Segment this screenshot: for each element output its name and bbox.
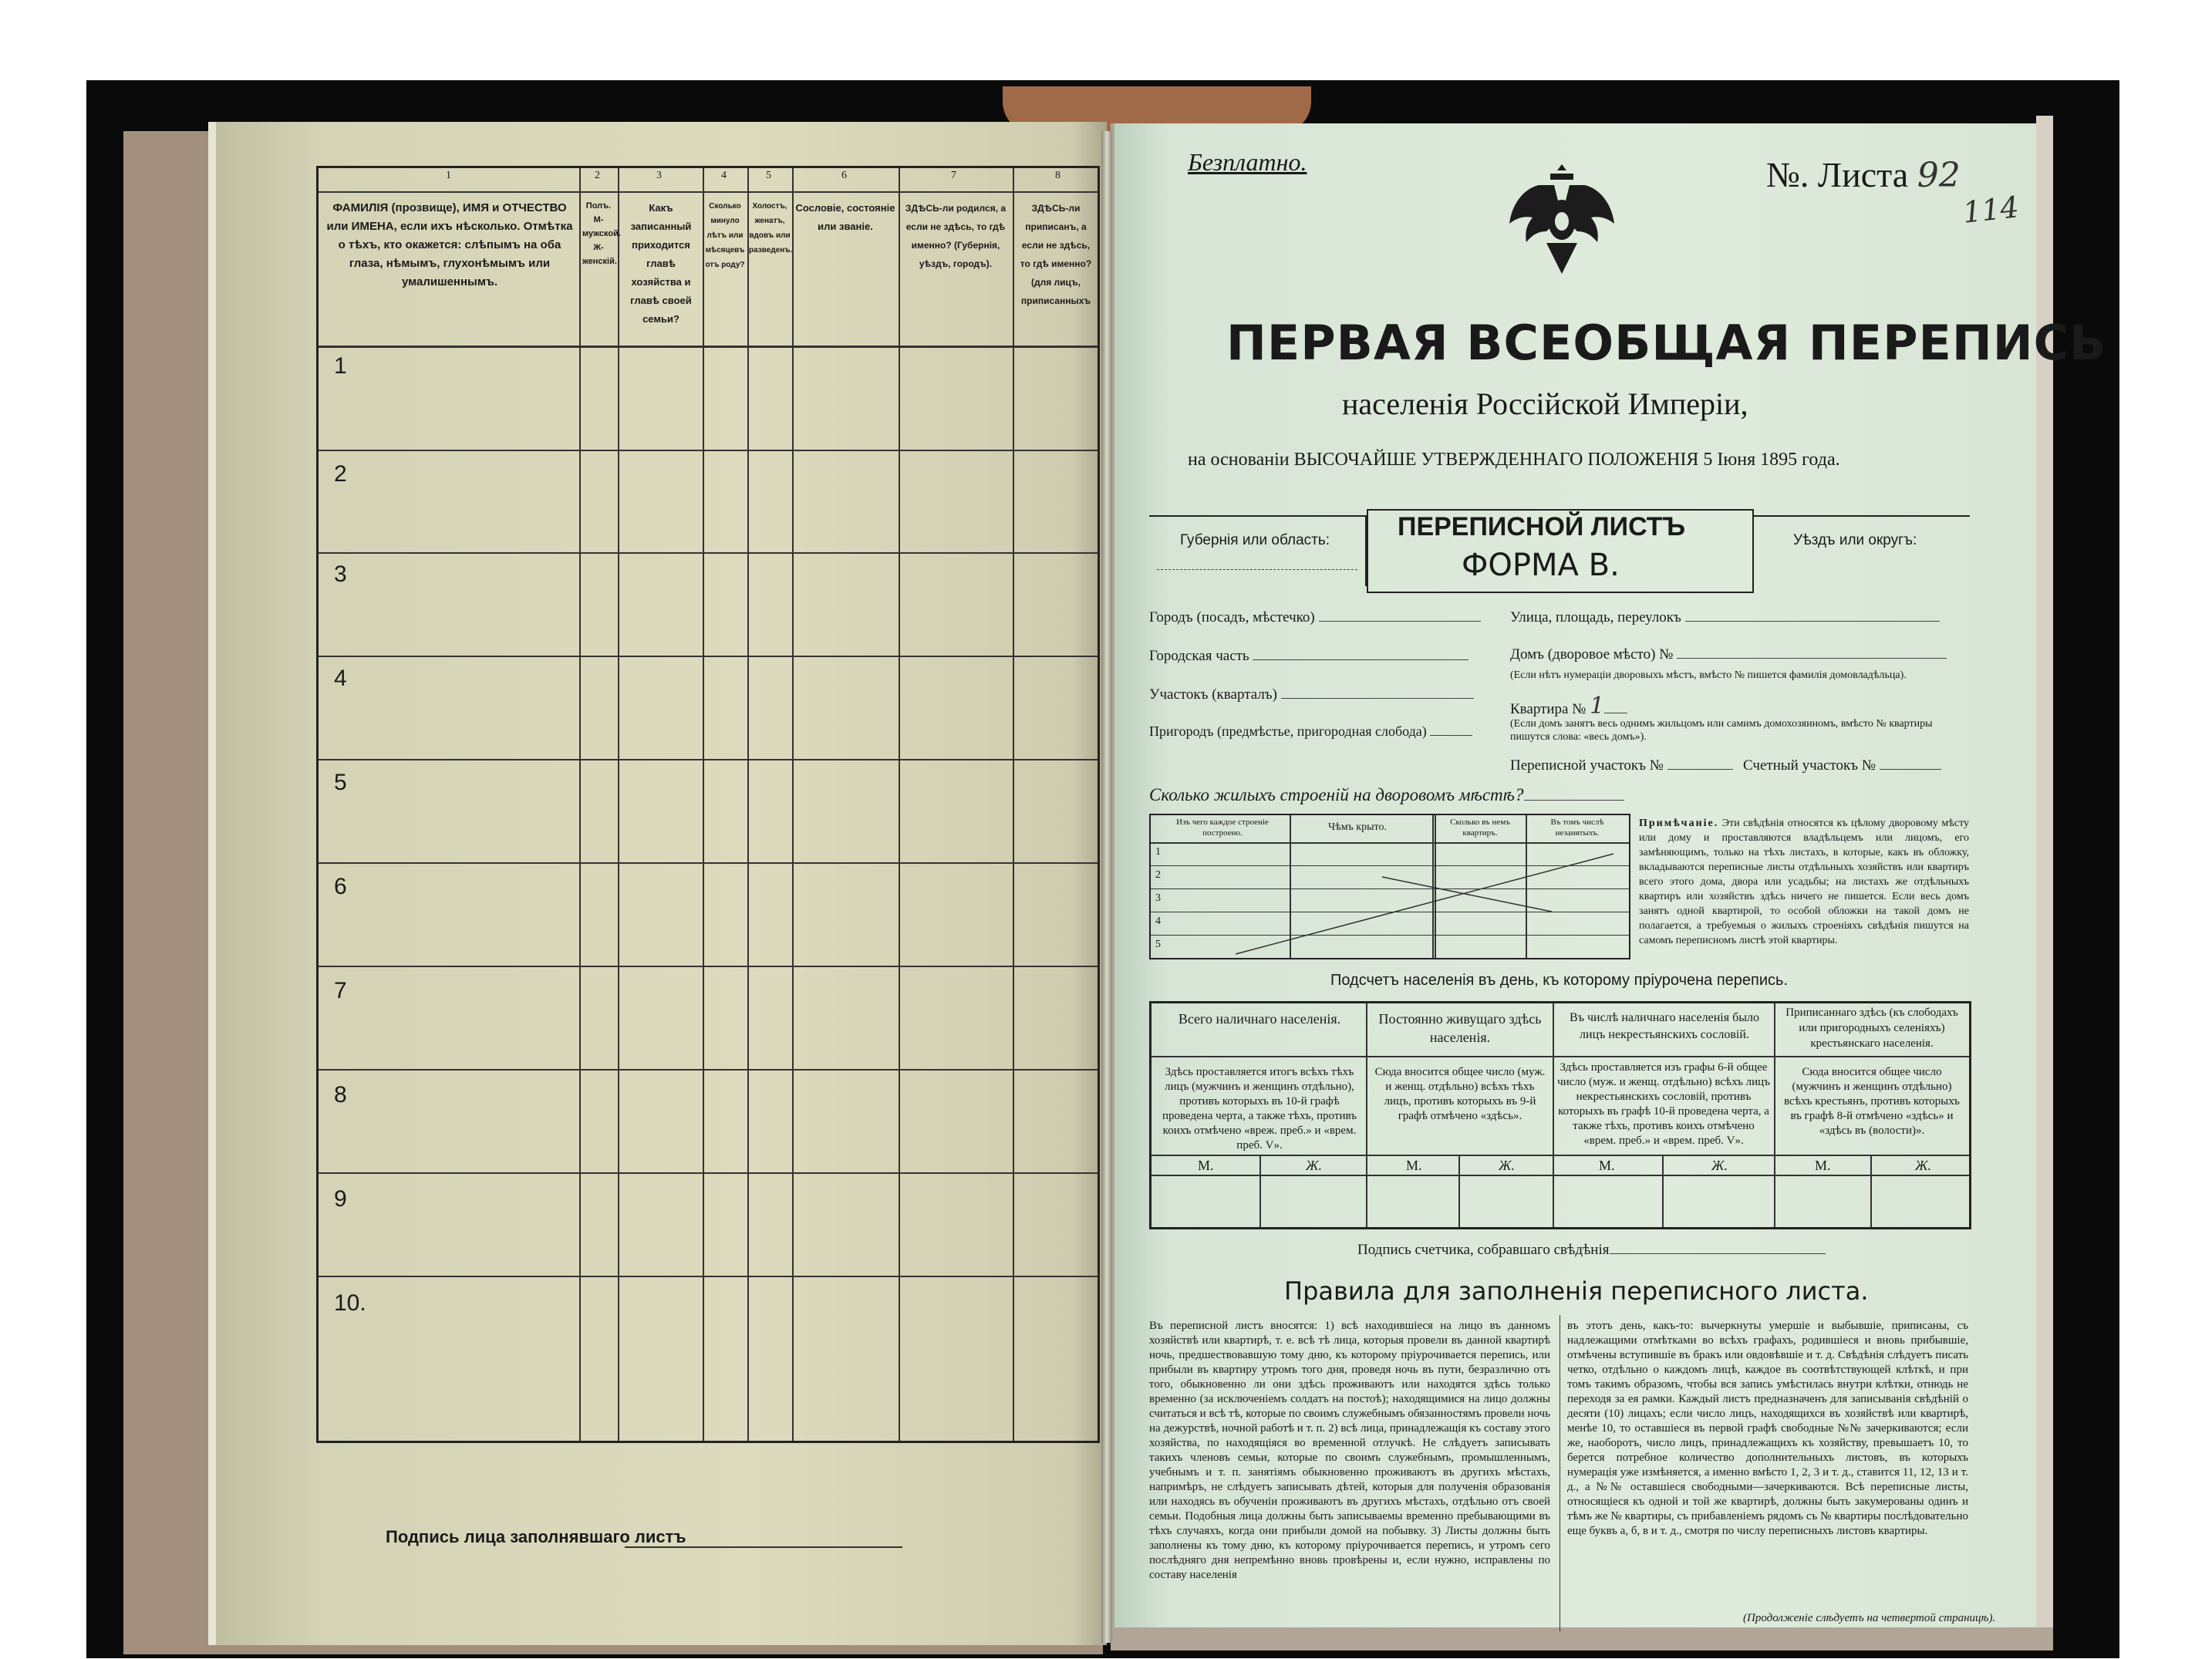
sheet-number-label bbox=[1766, 154, 1961, 195]
census-district-field bbox=[1510, 757, 1733, 774]
bt-row-number: 3 bbox=[1155, 892, 1161, 904]
col-line bbox=[1013, 168, 1014, 1441]
table-col-line bbox=[1870, 1155, 1872, 1227]
table-col-line bbox=[1259, 1155, 1261, 1227]
row-line bbox=[319, 1172, 1098, 1174]
continued-note: (Продолженіе слѣдуетъ на четвертой страницѣ). bbox=[1743, 1612, 1996, 1624]
bt-header-roof: Чѣмъ крыто. bbox=[1328, 821, 1387, 833]
row-number: 9 bbox=[334, 1186, 347, 1212]
row-number: 2 bbox=[334, 461, 347, 487]
census-district-line bbox=[1667, 769, 1733, 770]
count-title: Подсчетъ населенія въ день, къ которому пріурочена перепись. bbox=[1330, 972, 1789, 989]
count-male: М. bbox=[1198, 1158, 1214, 1173]
row-number: 6 bbox=[334, 874, 347, 899]
col-number: 3 bbox=[656, 170, 662, 181]
count-district-field bbox=[1743, 757, 1941, 774]
left-signature-line bbox=[625, 1546, 902, 1548]
rules-left-column: Въ переписной листъ вносятся: 1) всѣ находившіеся на лицо въ данномъ хозяйствѣ или квартирѣ, т. е. всѣ тѣ лица, которыя провели въ данной квартирѣ ночь, предшествовавшую тому дню, къ которому пріурочивается перепись, или прибыли въ квартиру утромъ того дня, проведя ночь въ пути, безразлично отъ того, обыкновенно ли они здѣсь проживаютъ или находятся здѣсь только временно (за исключеніемъ солдатъ на постоѣ); находящимися на лицо должны считаться и всѣ тѣ, которые по своимъ служебнымъ обязанностямъ провели ночь на дежурствѣ, ночной работѣ и т. п. 2) всѣ лица, принадлежащія къ составу этого хозяйства, по находящіяся во временной отлучкѣ. Не слѣдуетъ записывать такихъ членовъ семьи, которые по своимъ служебнымъ, промышленнымъ, учебнымъ и т. п. занятіямъ обыкновенно проживаютъ въ другихъ мѣстахъ, напримѣръ, не слѣдуетъ записывать дѣтей, которыя для полученія образованія или находясь въ обученіи проживаютъ въ другихъ мѣстахъ, отдѣльно отъ своей семьи. Подобныя лица должны быть записываемы временно пребывающими въ тѣхъ случаяхъ, когда они прибыли домой на побывку. 3) Листы должны быть заполнены къ тому дню, къ которому пріурочивается перепись, и утромъ сего послѣдняго дня непремѣнно вновь провѣрены и, если нужно, исправлены по составу населенія bbox=[1149, 1320, 1550, 1581]
left-signature-label: Подпись лица заполнявшаго листъ bbox=[386, 1527, 686, 1546]
counter-signature-label: Подпись счетчика, собравшаго свѣдѣнія bbox=[1357, 1242, 1610, 1258]
free-label: Безплатно. bbox=[1188, 148, 1307, 176]
col-line bbox=[792, 168, 794, 1441]
col-line bbox=[899, 168, 900, 1441]
count-male: М. bbox=[1815, 1158, 1831, 1173]
city-label: Городъ (посадъ, мѣстечко) bbox=[1149, 609, 1315, 625]
rules-right-column: въ этотъ день, какъ-то: вычеркнуты умершіе и выбывшіе, приписаны, съ надлежащими отмѣтками во всѣхъ графахъ, родившіеся и вновь прибывшіе, отмѣчены вступившіе въ бракъ или овдовѣвшіе и т. д. Свѣдѣнія слѣдуетъ писать четко, отдѣльно о каждомъ лицѣ, каждое въ соотвѣтствующей клѣткѣ, и при томъ такимъ образомъ, чтобы вся запись умѣстилась внутри клѣтки, отнюдь не переходя за ея рамки. Каждый листъ предназначенъ для записыванія свѣдѣній о десяти (10) лицахъ; если число лицъ, находящихся въ хозяйствѣ или квартирѣ, менѣе 10, то оставшіеся въ первой графѣ свободные №№ зачеркиваются; если же, наоборотъ, число лицъ, принадлежащихъ къ хозяйству, превышаетъ 10, то берется потребное количество дополнительныхъ листовъ, въ которыхъ нумерація уже измѣняется, а именно вмѣсто 1, 2, 3 и т. д., ставится 11, 12, 13 и т. д., а №№ оставшіеся свободными—зачеркиваются. Всѣ переписные листы, относящіеся къ одной и той же квартирѣ, должны быть закумерованы одинъ и тѣмъ же № квартиры, съ прибавленіемъ рядомъ съ № квартиры послѣдовательно еще буквъ а, б, в и т. д., смотря по числу переписныхъ листовъ квартиры. bbox=[1567, 1320, 1968, 1537]
count-female: Ж. bbox=[1306, 1158, 1322, 1173]
row-number: 8 bbox=[334, 1082, 347, 1108]
form-name: ФОРМА В. bbox=[1462, 548, 1620, 583]
col-number: 7 bbox=[951, 170, 956, 181]
cross-out-marks bbox=[1151, 815, 1629, 958]
header-relation: Какъ записанный приходится главѣ хозяйства и главѣ своей семьи? bbox=[630, 202, 692, 325]
row-line bbox=[319, 552, 1098, 554]
table-row-line bbox=[1152, 1056, 1969, 1057]
table-col-line bbox=[1366, 1003, 1367, 1227]
double-eagle-emblem-icon bbox=[1504, 158, 1620, 282]
census-district-label: Переписной участокъ № bbox=[1510, 757, 1664, 774]
col-number: 4 bbox=[721, 170, 727, 181]
count-header-resident: Постоянно живущаго здѣсь населенія. bbox=[1378, 1011, 1542, 1045]
note-block bbox=[1639, 816, 1969, 948]
col-line bbox=[618, 168, 619, 1441]
row-line bbox=[319, 1069, 1098, 1071]
census-subtitle: населенія Россійской Имперіи, bbox=[1342, 386, 1748, 421]
bt-header-vacant: Въ томъ числѣ незанятыхъ. bbox=[1550, 818, 1604, 838]
count-district-line bbox=[1880, 769, 1941, 770]
row-number: 7 bbox=[334, 978, 347, 1003]
quarter-label: Участокъ (кварталъ) bbox=[1149, 686, 1277, 703]
count-desc-peasant: Сюда вносится общее число (мужчинъ и женщинъ отдѣльно) всѣхъ крестьянъ, противъ которыхъ въ графѣ 8-й отмѣчено «здѣсь» и «здѣсь въ (волости)». bbox=[1784, 1066, 1960, 1137]
street-line bbox=[1685, 621, 1940, 622]
header-line bbox=[319, 346, 1098, 348]
province-line bbox=[1157, 569, 1357, 570]
row-line bbox=[319, 862, 1098, 864]
header-estate: Сословіе, состояніе или званіе. bbox=[795, 202, 895, 232]
row-number: 5 bbox=[334, 770, 347, 795]
city-part-label: Городская часть bbox=[1149, 648, 1249, 664]
col-line bbox=[703, 168, 704, 1441]
count-male: М. bbox=[1406, 1158, 1422, 1173]
book-spine bbox=[1101, 131, 1112, 1643]
header-age: Сколько минуло лѣтъ или мѣсяцевъ отъ роду? bbox=[705, 202, 745, 269]
province-box bbox=[1149, 515, 1367, 586]
buildings-question-text: Сколько жилыхъ строеній на дворовомъ мѣстѣ? bbox=[1149, 785, 1524, 804]
suburb-line bbox=[1430, 735, 1472, 736]
note-text: Эти свѣдѣнія относятся къ цѣлому дворовому мѣсту или дому и проставляются владѣльцемъ или лицомъ, его замѣняющимъ, только на тѣхъ листахъ, в которые, какъ въ обложку, вкладываются переписные листы отдѣльныхъ хозяйствъ или квартиръ всего этого дома, двора или усадьбы; на листахъ же отдѣльныхъ квартиръ или хозяйствъ здѣсь ничего не пишется. Если весь домъ занятъ одной квартирой, то особой обложки на такой домъ не полагается, а требуемыя о жилыхъ строеніяхъ свѣдѣнія пишутся на самомъ переписномъ листѣ этой квартиры. bbox=[1639, 818, 1969, 946]
apartment-hand: 1 bbox=[1590, 693, 1605, 720]
count-desc-present: Здѣсь проставляется итогъ всѣхъ тѣхъ лицъ (мужчинъ и женщинъ отдѣльно), противъ которыхъ въ 10-й графѣ проведена черта, а также тѣхъ, противъ коихъ отмѣчено «вреж. преб.» и «врем. преб. V». bbox=[1162, 1066, 1357, 1152]
col-number: 6 bbox=[841, 170, 847, 181]
apartment-field bbox=[1510, 693, 1627, 720]
form-title: ПЕРЕПИСНОЙ ЛИСТЪ bbox=[1398, 512, 1686, 541]
bt-row-number: 1 bbox=[1155, 846, 1161, 858]
row-line bbox=[319, 759, 1098, 760]
buildings-table bbox=[1149, 814, 1630, 959]
census-table bbox=[316, 166, 1100, 1443]
col-number: 8 bbox=[1055, 170, 1060, 181]
house-field bbox=[1510, 646, 1947, 663]
census-basis: на основаніи ВЫСОЧАЙШЕ УТВЕРЖДЕННАГО ПОЛОЖЕНІЯ 5 Іюня 1895 года. bbox=[1188, 450, 1840, 470]
header-sex: Полъ. М-мужской. Ж-женскій. bbox=[582, 201, 621, 266]
row-line bbox=[319, 191, 1098, 193]
col-line bbox=[747, 168, 749, 1441]
col-number: 5 bbox=[766, 170, 771, 181]
census-title: ПЕРВАЯ ВСЕОБЩАЯ ПЕРЕПИСЬ bbox=[1226, 315, 2107, 371]
table-row-line bbox=[1152, 1175, 1969, 1176]
header-birthplace: ЗДѢСЬ-ли родился, а если не здѣсь, то гдѣ именно? (Губернія, уѣздъ, городъ). bbox=[905, 203, 1007, 269]
quarter-line bbox=[1281, 698, 1474, 699]
table-col-line bbox=[1458, 1155, 1460, 1227]
header-marital: Холостъ, женатъ, вдовъ или разведенъ. bbox=[749, 202, 793, 255]
header-name: ФАМИЛІЯ (прозвище), ИМЯ и ОТЧЕСТВО или ИМЕНА, если ихъ нѣсколько. Отмѣтка о тѣхъ, кто окажется: слѣпымъ на оба глаза, нѣмымъ, глухонѣмымъ или умалишеннымъ. bbox=[326, 201, 573, 288]
count-header-nonpeasant: Въ числѣ наличнаго населенія было лицъ некрестьянскихъ сословій. bbox=[1570, 1011, 1759, 1041]
note-title: Примѣчаніе. bbox=[1639, 818, 1719, 829]
apartment-note: (Если домъ занятъ весь однимъ жильцомъ или самимъ домохозяиномъ, вмѣсто № квартиры пишутся слова: «весь домъ»). bbox=[1510, 718, 1933, 743]
quarter-field bbox=[1149, 686, 1474, 703]
street-label: Улица, площадь, переулокъ bbox=[1510, 609, 1681, 625]
population-count-table bbox=[1149, 1001, 1971, 1229]
count-female: Ж. bbox=[1499, 1158, 1515, 1173]
house-note: (Если нѣтъ нумераціи дворовыхъ мѣстъ, вмѣсто № пишется фамилія домовладѣльца). bbox=[1510, 669, 1907, 681]
city-part-line bbox=[1253, 659, 1468, 660]
row-line bbox=[319, 656, 1098, 657]
house-label: Домъ (дворовое мѣсто) № bbox=[1510, 646, 1674, 663]
sheet-number-text: №. Листа bbox=[1766, 155, 1909, 194]
count-desc-nonpeasant: Здѣсь проставляется изъ графы 6-й общее число (муж. и женщ. отдѣльно) всѣхъ лицъ некрестьянскихъ сословій, противъ которыхъ въ графѣ 10-й проведена черта, а также тѣхъ, противъ коихъ отмѣчено «врем. преб.» и «врем. преб. V». bbox=[1557, 1061, 1770, 1147]
count-header-peasant: Приписаннаго здѣсь (къ слободахъ или пригородныхъ селеніяхъ) крестьянскаго населенія. bbox=[1785, 1007, 1958, 1050]
house-line bbox=[1677, 658, 1947, 659]
table-col-line bbox=[1774, 1003, 1775, 1227]
count-header-present: Всего наличнаго населенія. bbox=[1178, 1011, 1341, 1027]
bt-row-number: 2 bbox=[1155, 869, 1161, 881]
table-col-line bbox=[1553, 1003, 1554, 1227]
city-field bbox=[1149, 609, 1481, 626]
count-desc-resident: Сюда вносится общее число (муж. и женщ. отдѣльно) всѣхъ тѣхъ лицъ, противъ которыхъ въ 9-й графѣ отмѣчено «здѣсь». bbox=[1374, 1066, 1546, 1122]
district-label: Уѣздъ или округъ: bbox=[1793, 532, 1917, 548]
rules-title: Правила для заполненія переписного листа. bbox=[1284, 1276, 1869, 1306]
city-part-field bbox=[1149, 648, 1468, 665]
district-box bbox=[1752, 515, 1970, 588]
row-line bbox=[319, 1276, 1098, 1277]
table-col-line bbox=[1662, 1155, 1664, 1227]
bt-header-apartments: Сколько въ немъ квартиръ. bbox=[1450, 818, 1510, 838]
suburb-label: Пригородъ (предмѣстье, пригородная слобода) bbox=[1149, 723, 1427, 739]
row-number: 3 bbox=[334, 561, 347, 587]
row-line bbox=[319, 966, 1098, 967]
apartment-label: Квартира № bbox=[1510, 701, 1587, 717]
suburb-field bbox=[1149, 723, 1472, 740]
bt-header-material: Изъ чего каждое строеніе построено. bbox=[1176, 818, 1269, 838]
col-line bbox=[579, 168, 581, 1441]
province-label: Губернія или область: bbox=[1180, 532, 1330, 548]
row-number: 10. bbox=[334, 1290, 366, 1316]
row-number: 1 bbox=[334, 353, 347, 379]
row-line bbox=[319, 450, 1098, 451]
count-female: Ж. bbox=[1711, 1158, 1728, 1173]
bt-row-number: 4 bbox=[1155, 915, 1161, 927]
col-number: 1 bbox=[446, 170, 451, 181]
count-district-label: Счетный участокъ № bbox=[1743, 757, 1876, 774]
buildings-question bbox=[1149, 785, 1624, 805]
city-line bbox=[1319, 621, 1481, 622]
row-number: 4 bbox=[334, 666, 347, 691]
table-row-line bbox=[1152, 1155, 1969, 1156]
bt-row-number: 5 bbox=[1155, 939, 1161, 950]
col-number: 2 bbox=[595, 170, 600, 181]
stamp-number: 114 bbox=[1961, 190, 2021, 230]
header-registered: ЗДѢСЬ-ли приписанъ, а если не здѣсь, то гдѣ именно? (для лицъ, приписанныхъ bbox=[1020, 203, 1092, 306]
sheet-number-hand: 92 bbox=[1917, 156, 1961, 195]
count-male: М. bbox=[1599, 1158, 1615, 1173]
count-female: Ж. bbox=[1915, 1158, 1931, 1173]
street-field bbox=[1510, 609, 1940, 626]
counter-signature bbox=[1357, 1242, 1826, 1259]
